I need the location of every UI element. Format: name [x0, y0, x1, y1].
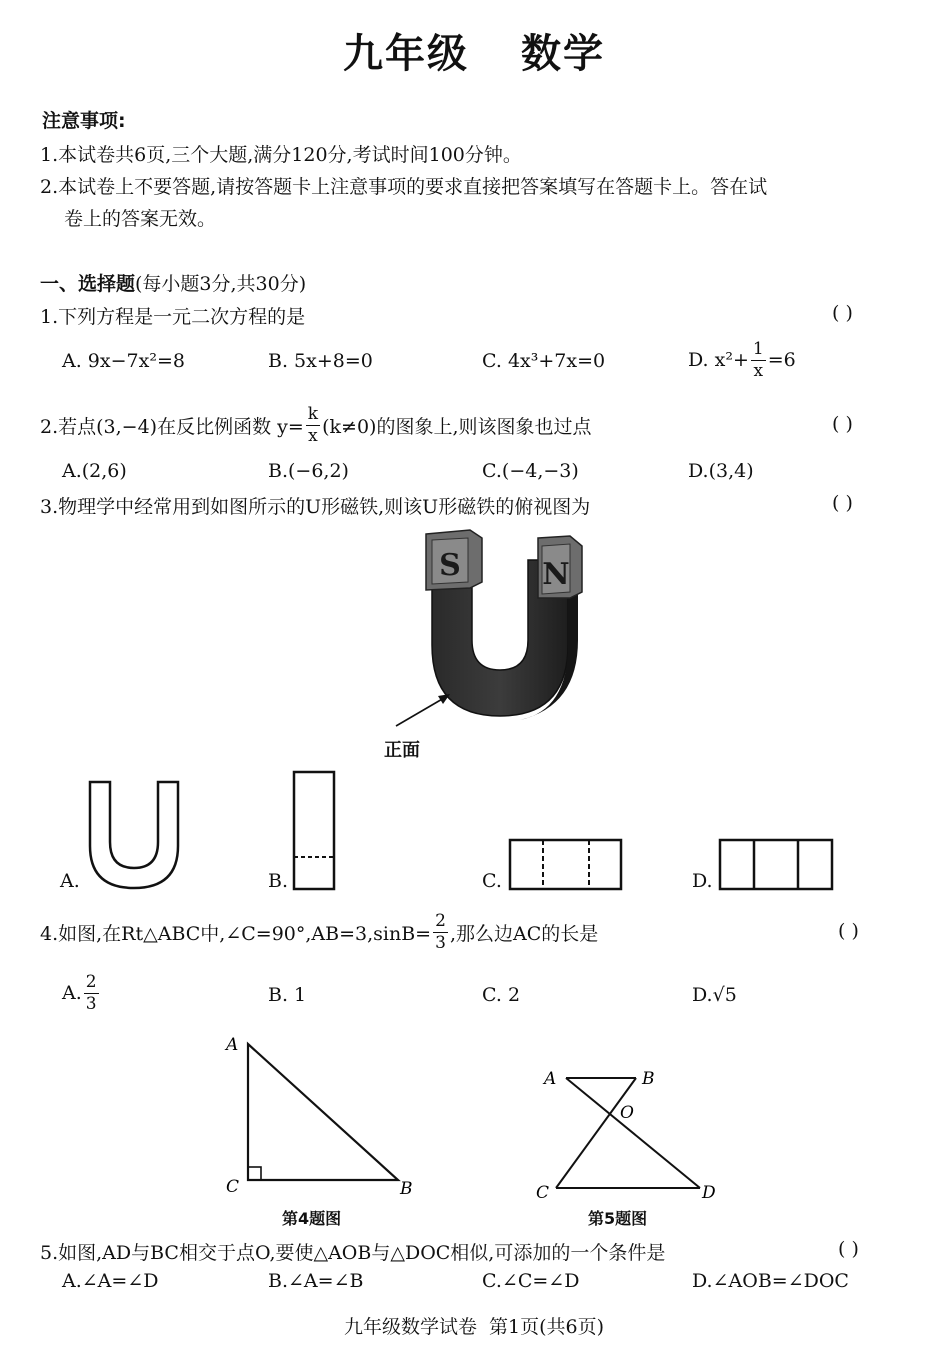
q4-option-a-fraction: [84, 971, 99, 1014]
section-note: (每小题3分,共30分): [135, 273, 307, 295]
q5-point-o-label: O: [620, 1103, 634, 1123]
notice-item-2-line-2: 卷上的答案无效。: [64, 208, 217, 230]
q5-answer-paren: ( ): [838, 1238, 859, 1260]
title-subject: 数学: [521, 31, 605, 77]
q4-stem-part-a: 4.如图,在Rt△ABC中,∠C=90°,AB=3,sinB=: [40, 922, 432, 945]
q2-stem-part-a: 2.若点(3,−4)在反比例函数 y=: [40, 415, 304, 438]
q4-a-numerator: 2: [85, 971, 97, 992]
notice-heading: 注意事项:: [42, 110, 126, 132]
q5-point-b-label: B: [642, 1069, 655, 1089]
n-pole-label: N: [542, 557, 570, 592]
q2-option-a: A.(2,6): [62, 460, 127, 482]
segment-ad: [566, 1078, 700, 1188]
q3-answer-paren: ( ): [832, 492, 853, 514]
section-title: 一、选择题: [40, 273, 136, 295]
section-heading: [40, 269, 306, 296]
q1-answer-paren: ( ): [832, 302, 853, 324]
q3-option-b-figure: [292, 770, 336, 892]
s-pole-block: [426, 530, 482, 590]
title-grade: 九年级: [343, 31, 469, 77]
q3-option-d-label: D.: [692, 870, 713, 892]
page-title: [0, 22, 948, 79]
q4-answer-paren: ( ): [838, 920, 859, 942]
triangle-abc: [248, 1044, 398, 1180]
q1-option-d-prefix: D. x²+: [688, 349, 749, 371]
q4-point-c-label: C: [226, 1177, 240, 1197]
segment-bc: [556, 1078, 636, 1188]
front-label: 正面: [384, 740, 420, 761]
q4-stem-part-b: ,那么边AC的长是: [449, 922, 599, 945]
q5-stem: 5.如图,AD与BC相交于点O,要使△AOB与△DOC相似,可添加的一个条件是: [40, 1242, 666, 1264]
q2-numerator: k: [307, 403, 319, 424]
q5-point-d-label: D: [702, 1183, 716, 1202]
s-pole-label: S: [439, 548, 461, 583]
q5-figure: [530, 1062, 730, 1202]
q1-option-a: A. 9x−7x²=8: [62, 350, 185, 372]
q1-stem: 1.下列方程是一元二次方程的是: [40, 306, 306, 328]
q4-triangle-figure: [218, 1030, 422, 1202]
front-arrow-line: [396, 698, 444, 726]
q4-point-a-label: A: [226, 1035, 239, 1055]
q5-point-c-label: C: [536, 1183, 550, 1202]
q4-option-b: B. 1: [268, 984, 307, 1006]
q4-numerator: 2: [435, 910, 446, 931]
q4-a-denominator: 3: [85, 993, 97, 1014]
q2-denominator: x: [308, 425, 318, 446]
q4-denominator: 3: [435, 932, 446, 953]
q3-option-a-figure: [88, 780, 182, 892]
notice-item-2-line-1: 2.本试卷上不要答题,请按答题卡上注意事项的要求直接把答案填写在答题卡上。答在试: [40, 176, 768, 198]
q1-option-c: C. 4x³+7x=0: [482, 350, 606, 372]
notice-item-1: 1.本试卷共6页,三个大题,满分120分,考试时间100分钟。: [40, 144, 522, 166]
q3-option-c-figure: [508, 838, 624, 892]
q3-stem: 3.物理学中经常用到如图所示的U形磁铁,则该U形磁铁的俯视图为: [40, 496, 591, 518]
q5-option-c: C.∠C=∠D: [482, 1270, 580, 1292]
q4-stem: [40, 908, 598, 956]
q2-option-b: B.(−6,2): [268, 460, 349, 482]
q4-option-d-radical: √5: [712, 984, 737, 1006]
q4-option-a: [62, 970, 101, 1016]
q5-option-a: A.∠A=∠D: [62, 1270, 159, 1292]
right-angle-mark: [248, 1167, 261, 1180]
q5-option-b: B.∠A=∠B: [268, 1270, 364, 1292]
q4-option-d-prefix: D.: [692, 984, 713, 1006]
q2-answer-paren: ( ): [832, 413, 853, 435]
q4-option-a-prefix: A.: [62, 982, 82, 1004]
q4-figure-caption: 第4题图: [282, 1209, 342, 1228]
q5-point-a-label: A: [544, 1069, 557, 1089]
n-pole-block: [538, 536, 582, 598]
q1-d-denominator: x: [753, 360, 764, 381]
q2-fraction: [306, 403, 320, 446]
page-footer: 九年级数学试卷 第1页(共6页): [343, 1316, 605, 1338]
q3-option-d-figure: [718, 838, 836, 892]
q3-option-a-label: A.: [60, 870, 80, 892]
q4-option-d: [692, 984, 737, 1006]
q5-figure-caption: 第5题图: [588, 1209, 648, 1228]
q1-option-d: [688, 338, 796, 382]
q4-option-c: C. 2: [482, 984, 521, 1006]
q1-option-d-fraction: [751, 338, 766, 381]
q2-option-d: D.(3,4): [688, 460, 754, 482]
q1-option-b: B. 5x+8=0: [268, 350, 373, 372]
q4-fraction: [433, 910, 448, 953]
front-arrow-head: [438, 694, 450, 704]
q3-option-b-label: B.: [268, 870, 289, 892]
q3-option-c-label: C.: [482, 870, 502, 892]
q1-d-numerator: 1: [752, 338, 764, 359]
q2-stem: [40, 402, 592, 448]
u-magnet-figure: [370, 520, 600, 770]
q5-option-d: D.∠AOB=∠DOC: [692, 1270, 849, 1292]
q4-point-b-label: B: [400, 1179, 413, 1199]
q1-option-d-suffix: =6: [767, 349, 796, 371]
q2-option-c: C.(−4,−3): [482, 460, 579, 482]
q2-stem-part-b: (k≠0)的图象上,则该图象也过点: [322, 415, 592, 438]
